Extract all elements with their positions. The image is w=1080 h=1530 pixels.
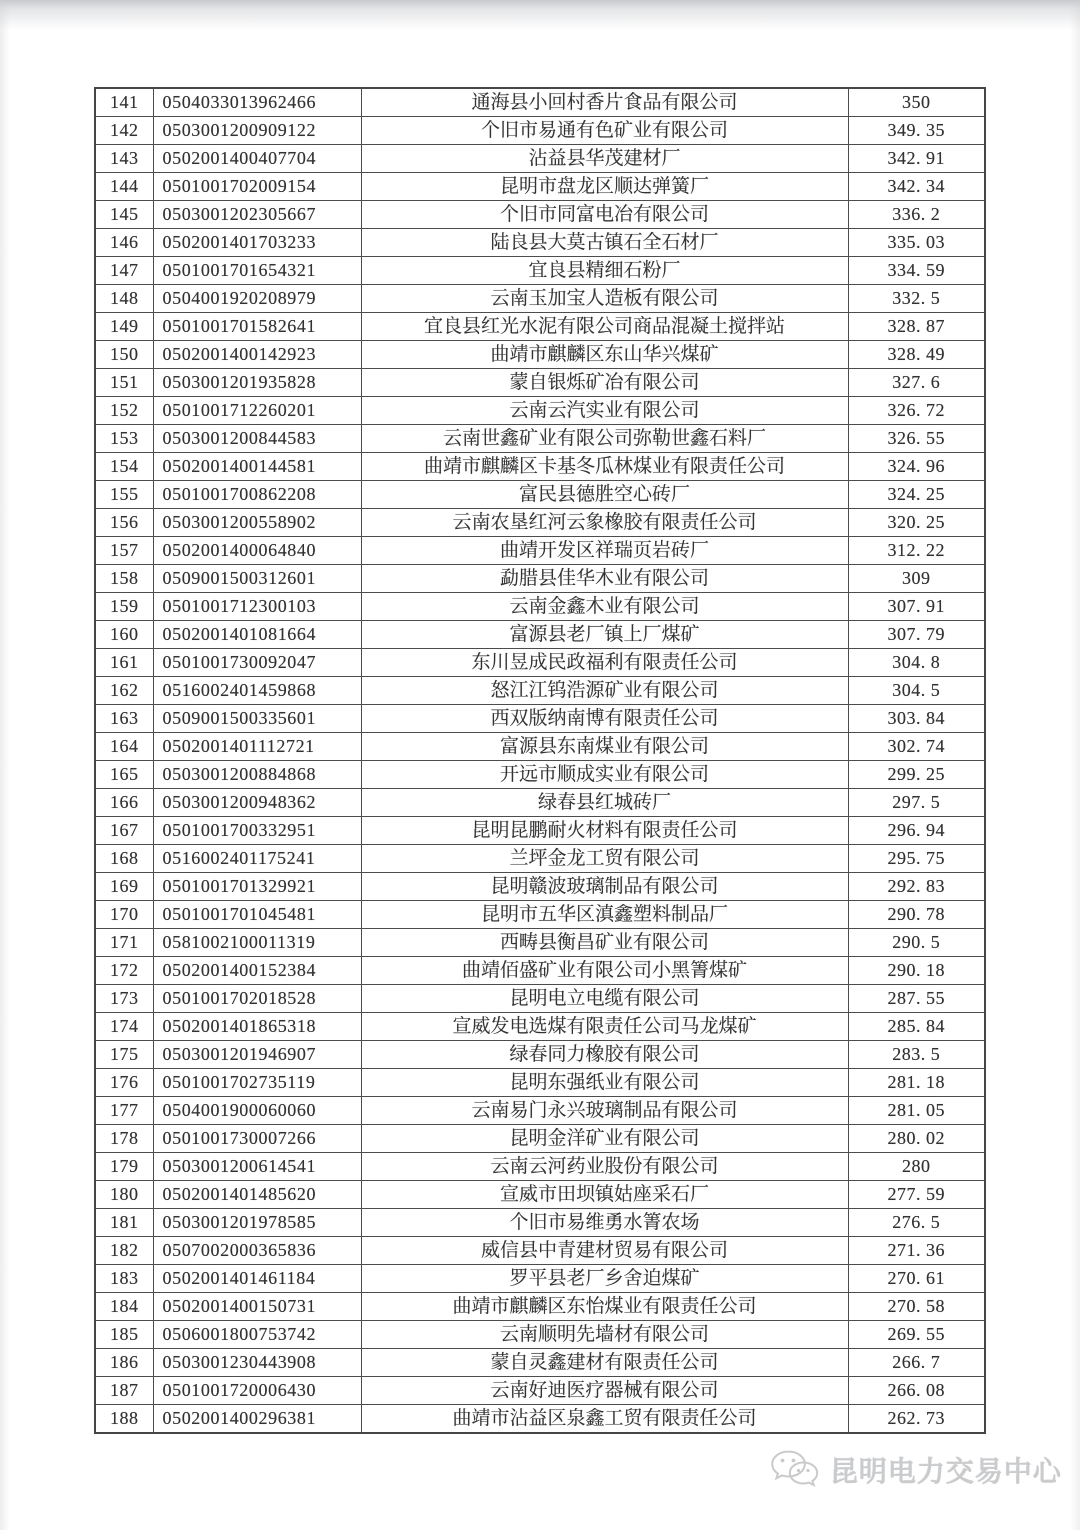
value-cell: 299. 25	[848, 761, 985, 789]
table-row	[95, 1265, 985, 1293]
id-cell: 0501001700332951	[153, 817, 361, 845]
table-row	[95, 565, 985, 593]
table-row	[95, 509, 985, 537]
table-row	[95, 1349, 985, 1377]
id-cell: 0501001701654321	[153, 257, 361, 285]
id-cell: 0502001401461184	[153, 1265, 361, 1293]
table-row	[95, 1041, 985, 1069]
value-cell: 326. 72	[848, 397, 985, 425]
value-cell: 277. 59	[848, 1181, 985, 1209]
rank-cell: 154	[95, 453, 153, 481]
company-cell: 云南世鑫矿业有限公司弥勒世鑫石料厂	[361, 425, 848, 453]
rank-cell: 165	[95, 761, 153, 789]
value-cell: 327. 6	[848, 369, 985, 397]
table-row	[95, 481, 985, 509]
rank-cell: 162	[95, 677, 153, 705]
value-cell: 335. 03	[848, 229, 985, 257]
company-cell: 云南好迪医疗器械有限公司	[361, 1377, 848, 1405]
id-cell: 0501001702009154	[153, 173, 361, 201]
table-row	[95, 593, 985, 621]
company-cell: 昆明昆鹏耐火材料有限责任公司	[361, 817, 848, 845]
value-cell: 280	[848, 1153, 985, 1181]
id-cell: 0502001400150731	[153, 1293, 361, 1321]
rank-cell: 147	[95, 257, 153, 285]
rank-cell: 141	[95, 88, 153, 117]
table-row	[95, 397, 985, 425]
id-cell: 0501001730092047	[153, 649, 361, 677]
company-cell: 昆明市五华区滇鑫塑料制品厂	[361, 901, 848, 929]
rank-cell: 171	[95, 929, 153, 957]
rank-cell: 143	[95, 145, 153, 173]
id-cell: 0503001200844583	[153, 425, 361, 453]
value-cell: 283. 5	[848, 1041, 985, 1069]
id-cell: 0502001401081664	[153, 621, 361, 649]
company-cell: 昆明东强纸业有限公司	[361, 1069, 848, 1097]
rank-cell: 148	[95, 285, 153, 313]
rank-cell: 178	[95, 1125, 153, 1153]
rank-cell: 184	[95, 1293, 153, 1321]
company-cell: 个旧市易通有色矿业有限公司	[361, 117, 848, 145]
rank-cell: 158	[95, 565, 153, 593]
company-cell: 勐腊县佳华木业有限公司	[361, 565, 848, 593]
company-cell: 西畴县衡昌矿业有限公司	[361, 929, 848, 957]
value-cell: 281. 05	[848, 1097, 985, 1125]
company-cell: 曲靖市麒麟区卡基冬瓜林煤业有限责任公司	[361, 453, 848, 481]
id-cell: 0502001400142923	[153, 341, 361, 369]
company-ranking-table	[94, 87, 986, 1434]
value-cell: 276. 5	[848, 1209, 985, 1237]
value-cell: 349. 35	[848, 117, 985, 145]
id-cell: 0506001800753742	[153, 1321, 361, 1349]
company-cell: 威信县中青建材贸易有限公司	[361, 1237, 848, 1265]
value-cell: 302. 74	[848, 733, 985, 761]
value-cell: 290. 78	[848, 901, 985, 929]
id-cell: 0502001401703233	[153, 229, 361, 257]
value-cell: 304. 8	[848, 649, 985, 677]
id-cell: 0501001702018528	[153, 985, 361, 1013]
table-row	[95, 537, 985, 565]
rank-cell: 172	[95, 957, 153, 985]
value-cell: 296. 94	[848, 817, 985, 845]
table-row	[95, 649, 985, 677]
id-cell: 0501001720006430	[153, 1377, 361, 1405]
value-cell: 326. 55	[848, 425, 985, 453]
value-cell: 303. 84	[848, 705, 985, 733]
value-cell: 342. 34	[848, 173, 985, 201]
table-row	[95, 1013, 985, 1041]
table-row	[95, 453, 985, 481]
company-cell: 曲靖市麒麟区东山华兴煤矿	[361, 341, 848, 369]
rank-cell: 144	[95, 173, 153, 201]
id-cell: 0502001401865318	[153, 1013, 361, 1041]
value-cell: 271. 36	[848, 1237, 985, 1265]
value-cell: 307. 79	[848, 621, 985, 649]
table-row	[95, 677, 985, 705]
value-cell: 307. 91	[848, 593, 985, 621]
company-cell: 兰坪金龙工贸有限公司	[361, 845, 848, 873]
id-cell: 0503001200909122	[153, 117, 361, 145]
value-cell: 285. 84	[848, 1013, 985, 1041]
company-cell: 曲靖市麒麟区东怡煤业有限责任公司	[361, 1293, 848, 1321]
table-row	[95, 901, 985, 929]
company-cell: 蒙自银烁矿冶有限公司	[361, 369, 848, 397]
company-cell: 开远市顺成实业有限公司	[361, 761, 848, 789]
company-cell: 昆明金洋矿业有限公司	[361, 1125, 848, 1153]
rank-cell: 176	[95, 1069, 153, 1097]
id-cell: 0503001201935828	[153, 369, 361, 397]
table-row	[95, 1237, 985, 1265]
company-cell: 曲靖开发区祥瑞页岩砖厂	[361, 537, 848, 565]
table-row	[95, 1377, 985, 1405]
value-cell: 292. 83	[848, 873, 985, 901]
company-cell: 云南顺明先墙材有限公司	[361, 1321, 848, 1349]
id-cell: 0502001400407704	[153, 145, 361, 173]
value-cell: 342. 91	[848, 145, 985, 173]
rank-cell: 152	[95, 397, 153, 425]
table-row	[95, 761, 985, 789]
brand-text: 昆明电力交易中心	[830, 1456, 1063, 1487]
company-cell: 云南云汽实业有限公司	[361, 397, 848, 425]
company-cell: 宜良县红光水泥有限公司商品混凝土搅拌站	[361, 313, 848, 341]
value-cell: 334. 59	[848, 257, 985, 285]
value-cell: 332. 5	[848, 285, 985, 313]
table-row	[95, 425, 985, 453]
rank-cell: 186	[95, 1349, 153, 1377]
wechat-icon	[768, 1448, 820, 1492]
id-cell: 0503001200614541	[153, 1153, 361, 1181]
company-cell: 云南云河药业股份有限公司	[361, 1153, 848, 1181]
rank-cell: 169	[95, 873, 153, 901]
value-cell: 304. 5	[848, 677, 985, 705]
value-cell: 312. 22	[848, 537, 985, 565]
rank-cell: 149	[95, 313, 153, 341]
id-cell: 0501001702735119	[153, 1069, 361, 1097]
table-row	[95, 1097, 985, 1125]
id-cell: 0507002000365836	[153, 1237, 361, 1265]
company-cell: 昆明电立电缆有限公司	[361, 985, 848, 1013]
id-cell: 0504001920208979	[153, 285, 361, 313]
rank-cell: 182	[95, 1237, 153, 1265]
id-cell: 0501001712260201	[153, 397, 361, 425]
rank-cell: 146	[95, 229, 153, 257]
rank-cell: 185	[95, 1321, 153, 1349]
rank-cell: 155	[95, 481, 153, 509]
table-row	[95, 229, 985, 257]
table-row	[95, 1181, 985, 1209]
id-cell: 0503001201978585	[153, 1209, 361, 1237]
table-row	[95, 817, 985, 845]
value-cell: 270. 61	[848, 1265, 985, 1293]
company-cell: 蒙自灵鑫建材有限责任公司	[361, 1349, 848, 1377]
company-cell: 绿春同力橡胶有限公司	[361, 1041, 848, 1069]
company-cell: 罗平县老厂乡舍迫煤矿	[361, 1265, 848, 1293]
company-cell: 绿春县红城砖厂	[361, 789, 848, 817]
rank-cell: 168	[95, 845, 153, 873]
id-cell: 0501001712300103	[153, 593, 361, 621]
footer-watermark	[768, 1448, 1062, 1492]
id-cell: 0502001400064840	[153, 537, 361, 565]
table-row	[95, 1153, 985, 1181]
rank-cell: 160	[95, 621, 153, 649]
id-cell: 0502001401112721	[153, 733, 361, 761]
rank-cell: 163	[95, 705, 153, 733]
rank-cell: 157	[95, 537, 153, 565]
value-cell: 297. 5	[848, 789, 985, 817]
rank-cell: 173	[95, 985, 153, 1013]
table-row	[95, 341, 985, 369]
rank-cell: 145	[95, 201, 153, 229]
table-row	[95, 369, 985, 397]
table-row	[95, 845, 985, 873]
id-cell: 0509001500335601	[153, 705, 361, 733]
company-cell: 宣威发电选煤有限责任公司马龙煤矿	[361, 1013, 848, 1041]
company-cell: 西双版纳南博有限责任公司	[361, 705, 848, 733]
table-row	[95, 789, 985, 817]
rank-cell: 156	[95, 509, 153, 537]
value-cell: 324. 25	[848, 481, 985, 509]
id-cell: 0501001700862208	[153, 481, 361, 509]
company-cell: 陆良县大莫古镇石全石材厂	[361, 229, 848, 257]
table-row	[95, 957, 985, 985]
id-cell: 0501001701329921	[153, 873, 361, 901]
company-cell: 个旧市易维勇水箐农场	[361, 1209, 848, 1237]
value-cell: 280. 02	[848, 1125, 985, 1153]
id-cell: 0501001701045481	[153, 901, 361, 929]
company-cell: 个旧市同富电冶有限公司	[361, 201, 848, 229]
company-cell: 东川昱成民政福利有限责任公司	[361, 649, 848, 677]
table-row	[95, 621, 985, 649]
rank-cell: 179	[95, 1153, 153, 1181]
company-cell: 沾益县华茂建材厂	[361, 145, 848, 173]
company-cell: 云南金鑫木业有限公司	[361, 593, 848, 621]
id-cell: 0503001230443908	[153, 1349, 361, 1377]
value-cell: 266. 7	[848, 1349, 985, 1377]
id-cell: 0509001500312601	[153, 565, 361, 593]
rank-cell: 164	[95, 733, 153, 761]
id-cell: 0516002401459868	[153, 677, 361, 705]
rank-cell: 161	[95, 649, 153, 677]
value-cell: 290. 5	[848, 929, 985, 957]
rank-cell: 153	[95, 425, 153, 453]
scan-top-edge	[0, 0, 1080, 30]
table-row	[95, 1293, 985, 1321]
rank-cell: 180	[95, 1181, 153, 1209]
company-cell: 富民县德胜空心砖厂	[361, 481, 848, 509]
id-cell: 0581002100011319	[153, 929, 361, 957]
id-cell: 0501001730007266	[153, 1125, 361, 1153]
company-cell: 宜良县精细石粉厂	[361, 257, 848, 285]
id-cell: 0502001401485620	[153, 1181, 361, 1209]
company-cell: 云南玉加宝人造板有限公司	[361, 285, 848, 313]
rank-cell: 174	[95, 1013, 153, 1041]
value-cell: 328. 49	[848, 341, 985, 369]
value-cell: 324. 96	[848, 453, 985, 481]
id-cell: 0502001400144581	[153, 453, 361, 481]
table-row	[95, 873, 985, 901]
company-cell: 曲靖市沾益区泉鑫工贸有限责任公司	[361, 1405, 848, 1434]
rank-cell: 167	[95, 817, 153, 845]
scan-left-edge	[0, 0, 10, 1530]
company-cell: 通海县小回村香片食品有限公司	[361, 88, 848, 117]
company-cell: 昆明市盘龙区顺达弹簧厂	[361, 173, 848, 201]
id-cell: 0501001701582641	[153, 313, 361, 341]
id-cell: 0503001200884868	[153, 761, 361, 789]
company-cell: 宣威市田坝镇姑座采石厂	[361, 1181, 848, 1209]
table-row	[95, 985, 985, 1013]
scan-right-edge	[1070, 0, 1080, 1530]
company-cell: 怒江江钨浩源矿业有限公司	[361, 677, 848, 705]
table-row	[95, 929, 985, 957]
value-cell: 320. 25	[848, 509, 985, 537]
table-row	[95, 88, 985, 117]
value-cell: 309	[848, 565, 985, 593]
value-cell: 350	[848, 88, 985, 117]
value-cell: 328. 87	[848, 313, 985, 341]
rank-cell: 150	[95, 341, 153, 369]
company-cell: 云南易门永兴玻璃制品有限公司	[361, 1097, 848, 1125]
rank-cell: 188	[95, 1405, 153, 1434]
value-cell: 266. 08	[848, 1377, 985, 1405]
rank-cell: 151	[95, 369, 153, 397]
rank-cell: 170	[95, 901, 153, 929]
value-cell: 281. 18	[848, 1069, 985, 1097]
value-cell: 290. 18	[848, 957, 985, 985]
table-row	[95, 257, 985, 285]
rank-cell: 181	[95, 1209, 153, 1237]
id-cell: 0503001200948362	[153, 789, 361, 817]
table-row	[95, 733, 985, 761]
rank-cell: 187	[95, 1377, 153, 1405]
table-row	[95, 201, 985, 229]
id-cell: 0516002401175241	[153, 845, 361, 873]
rank-cell: 159	[95, 593, 153, 621]
table-row	[95, 173, 985, 201]
value-cell: 269. 55	[848, 1321, 985, 1349]
table-row	[95, 285, 985, 313]
table-body	[95, 88, 985, 1433]
table-row	[95, 145, 985, 173]
value-cell: 262. 73	[848, 1405, 985, 1434]
value-cell: 287. 55	[848, 985, 985, 1013]
company-cell: 富源县老厂镇上厂煤矿	[361, 621, 848, 649]
table-row	[95, 313, 985, 341]
table-row	[95, 1209, 985, 1237]
company-cell: 富源县东南煤业有限公司	[361, 733, 848, 761]
id-cell: 0503001202305667	[153, 201, 361, 229]
id-cell: 0503001200558902	[153, 509, 361, 537]
id-cell: 0502001400152384	[153, 957, 361, 985]
table-row	[95, 1405, 985, 1434]
company-cell: 曲靖佰盛矿业有限公司小黑箐煤矿	[361, 957, 848, 985]
company-cell: 昆明赣波玻璃制品有限公司	[361, 873, 848, 901]
id-cell: 0504001900060060	[153, 1097, 361, 1125]
value-cell: 336. 2	[848, 201, 985, 229]
table-row	[95, 117, 985, 145]
id-cell: 0503001201946907	[153, 1041, 361, 1069]
id-cell: 0504033013962466	[153, 88, 361, 117]
table-row	[95, 1125, 985, 1153]
value-cell: 270. 58	[848, 1293, 985, 1321]
value-cell: 295. 75	[848, 845, 985, 873]
company-cell: 云南农垦红河云象橡胶有限责任公司	[361, 509, 848, 537]
id-cell: 0502001400296381	[153, 1405, 361, 1434]
rank-cell: 177	[95, 1097, 153, 1125]
table-row	[95, 705, 985, 733]
table-row	[95, 1069, 985, 1097]
rank-cell: 183	[95, 1265, 153, 1293]
rank-cell: 142	[95, 117, 153, 145]
rank-cell: 175	[95, 1041, 153, 1069]
table-row	[95, 1321, 985, 1349]
rank-cell: 166	[95, 789, 153, 817]
